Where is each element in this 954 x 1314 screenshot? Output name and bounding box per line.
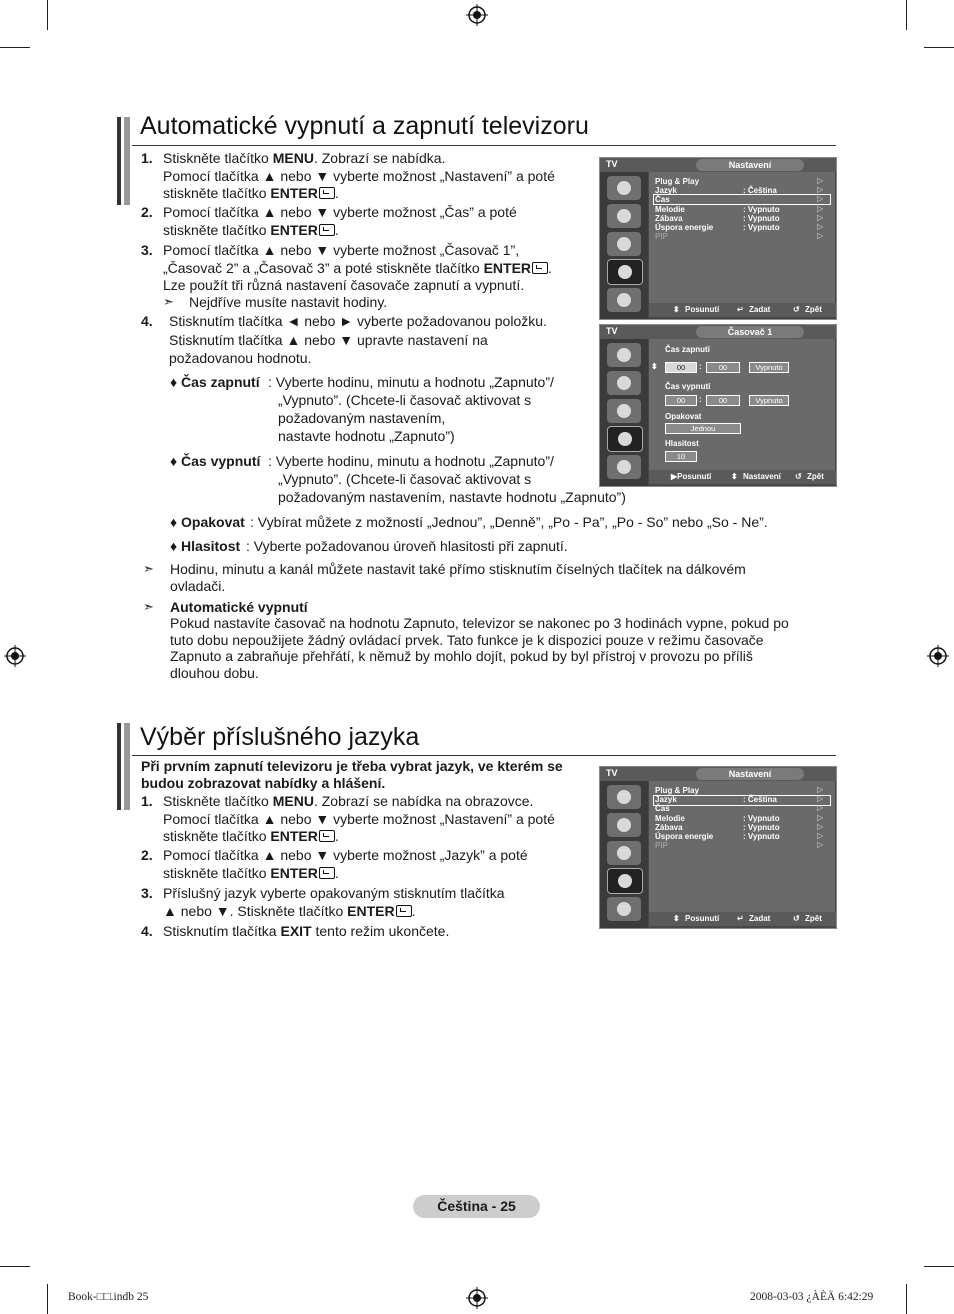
triangle-right-icon: ▷ bbox=[817, 794, 824, 803]
return-icon: ↺ bbox=[795, 472, 802, 481]
note2-line: Pokud nastavíte časovač na hodnotu Zapnuto, televizor se nakonec po 3 hodinách vypne, pokud po bbox=[170, 615, 789, 631]
osd-title: Nastavení bbox=[696, 159, 804, 171]
osd-item-value: : Vypnuto bbox=[743, 205, 780, 214]
triangle-right-icon: ▷ bbox=[817, 831, 824, 840]
sound-icon bbox=[607, 204, 641, 228]
step-line: ▲ nebo ▼. Stiskněte tlačítko ENTER . bbox=[163, 902, 416, 919]
step-line: stiskněte tlačítko ENTER . bbox=[163, 221, 339, 238]
return-icon: ↺ bbox=[793, 305, 800, 314]
osd-header bbox=[600, 325, 836, 339]
triangle-right-icon: ▷ bbox=[817, 185, 824, 194]
channel-icon bbox=[607, 399, 641, 423]
osd-off-minute: 00 bbox=[706, 395, 740, 406]
bullet-cas-zapnuti-line: : Vyberte hodinu, minutu a hodnotu „Zapnuto”/ bbox=[268, 374, 554, 390]
input-icon bbox=[607, 455, 641, 479]
enter-icon bbox=[319, 867, 335, 879]
osd-tv-label: TV bbox=[606, 326, 618, 336]
input-icon bbox=[607, 288, 641, 312]
page-number-badge: Čeština - 25 bbox=[413, 1195, 540, 1218]
osd-footer bbox=[649, 470, 836, 484]
picture-icon bbox=[607, 176, 641, 200]
sound-icon bbox=[607, 371, 641, 395]
section-bar bbox=[117, 723, 121, 810]
bullet-cas-zapnuti-line: „Vypnuto”. (Chcete-li časovač aktivovat s bbox=[278, 392, 532, 408]
enter-icon: ↵ bbox=[737, 914, 744, 923]
osd-off-time-label: Čas vypnutí bbox=[665, 382, 711, 391]
osd-item-label: Jazyk bbox=[655, 795, 677, 804]
osd-item-label: Plug & Play bbox=[655, 177, 700, 186]
osd-footer bbox=[649, 912, 836, 926]
step-line: stiskněte tlačítko ENTER . bbox=[163, 864, 339, 881]
registration-mark-icon bbox=[4, 645, 26, 667]
osd-item-label: Melodie bbox=[655, 814, 685, 823]
osd-item-label: Zábava bbox=[655, 823, 683, 832]
osd-item-label: PIP bbox=[655, 841, 668, 850]
section2-intro: budou zobrazovat nabídky a hlášení. bbox=[141, 775, 386, 791]
bullet-cas-vypnuti-line: „Vypnuto”. (Chcete-li časovač aktivovat s bbox=[278, 471, 532, 487]
step-line: Pomocí tlačítka ▲ nebo ▼ vyberte možnost „Nastavení” a poté bbox=[163, 810, 555, 827]
step-number: 4. bbox=[141, 923, 153, 939]
crop-mark bbox=[47, 0, 48, 30]
osd-item-label: Melodie bbox=[655, 205, 685, 214]
enter-icon: ↵ bbox=[737, 305, 744, 314]
triangle-right-icon: ▷ bbox=[817, 822, 824, 831]
step-number: 2. bbox=[141, 847, 153, 863]
sound-icon bbox=[607, 813, 641, 837]
triangle-right-icon: ▷ bbox=[817, 785, 824, 794]
osd-footer-back: Zpět bbox=[805, 914, 822, 923]
step-line: Stiskněte tlačítko MENU. Zobrazí se nabídka na obrazovce. bbox=[163, 793, 534, 809]
crop-mark bbox=[906, 1284, 907, 1314]
updown-icon: ⬍ bbox=[731, 472, 738, 481]
crop-mark bbox=[924, 1266, 954, 1267]
osd-on-hour: 00 bbox=[665, 362, 697, 373]
osd-footer-move: ▶Posunutí bbox=[671, 472, 712, 481]
note-arrow-icon: ➣ bbox=[143, 599, 154, 614]
step-line: požadovanou hodnotu. bbox=[169, 350, 312, 366]
enter-icon bbox=[319, 830, 335, 842]
osd-item-value: : Čeština bbox=[743, 186, 777, 195]
step-line: „Časovač 2” a „Časovač 3” a poté stiskněte tlačítko ENTER . bbox=[163, 259, 552, 276]
osd-footer-back: Zpět bbox=[807, 472, 824, 481]
bullet-cas-zapnuti-line: požadovaným nastavením, bbox=[278, 410, 446, 426]
osd-item-label: Úspora energie bbox=[655, 223, 714, 232]
step-line: Pomocí tlačítka ▲ nebo ▼ vyberte možnost „Čas” a poté bbox=[163, 204, 517, 220]
note2-title: Automatické vypnutí bbox=[170, 599, 308, 615]
step-line: Pomocí tlačítka ▲ nebo ▼ vyberte možnost „Nastavení” a poté bbox=[163, 167, 555, 184]
step-number: 2. bbox=[141, 204, 153, 220]
osd-title: Časovač 1 bbox=[696, 326, 804, 338]
osd-item-value: : Vypnuto bbox=[743, 832, 780, 841]
osd-footer bbox=[649, 303, 836, 317]
enter-icon bbox=[532, 262, 548, 274]
tv-menu-setup-language bbox=[599, 766, 837, 929]
registration-mark-icon bbox=[927, 645, 949, 667]
section-title: Výběr příslušného jazyka bbox=[140, 723, 420, 751]
setup-gear-icon bbox=[607, 868, 643, 894]
step-number: 1. bbox=[141, 793, 153, 809]
step-number: 3. bbox=[141, 242, 153, 258]
note-arrow-icon: ➣ bbox=[163, 294, 174, 309]
step-number: 4. bbox=[141, 313, 153, 329]
bullet-cas-vypnuti-label: ♦ Čas vypnutí bbox=[170, 453, 261, 469]
triangle-right-icon: ▷ bbox=[817, 222, 824, 231]
section-rule bbox=[132, 755, 836, 756]
step-line: Stisknutím tlačítka ◄ nebo ► vyberte požadovanou položku. bbox=[169, 313, 547, 329]
section2-intro: Při prvním zapnutí televizoru je třeba vybrat jazyk, ve kterém se bbox=[141, 758, 563, 774]
crop-mark bbox=[0, 1266, 30, 1267]
step-number: 3. bbox=[141, 885, 153, 901]
step-line: Stisknutím tlačítka EXIT tento režim ukončete. bbox=[163, 923, 450, 939]
bullet-opakovat-label: ♦ Opakovat bbox=[170, 514, 245, 530]
step-line: Stisknutím tlačítka ▲ nebo ▼ upravte nastavení na bbox=[169, 331, 488, 348]
registration-mark-icon bbox=[466, 1287, 488, 1309]
print-date-label: 2008-03-03 ¿ÀÈÄ 6:42:29 bbox=[750, 1291, 874, 1303]
osd-item-label: PIP bbox=[655, 232, 668, 241]
osd-item-value: : Čeština bbox=[743, 795, 777, 804]
osd-on-minute: 00 bbox=[706, 362, 740, 373]
triangle-right-icon: ▷ bbox=[817, 213, 824, 222]
section-bar bbox=[117, 117, 121, 205]
osd-on-time-label: Čas zapnutí bbox=[665, 345, 710, 354]
note2-line: tuto dobu nepoužijete žádný ovládací prvek. Tato funkce je k dispozici pouze v režimu časovače bbox=[170, 632, 764, 648]
section-rule bbox=[132, 145, 836, 146]
osd-footer-adjust: Nastavení bbox=[743, 472, 781, 481]
input-icon bbox=[607, 897, 641, 921]
triangle-right-icon: ▷ bbox=[817, 194, 824, 203]
setup-gear-icon bbox=[607, 426, 643, 452]
return-icon: ↺ bbox=[793, 914, 800, 923]
enter-icon bbox=[319, 224, 335, 236]
updown-icon: ⬍ bbox=[673, 305, 680, 314]
osd-item-label: Čas bbox=[655, 804, 670, 813]
osd-sidebar bbox=[600, 172, 648, 319]
osd-footer-enter: Zadat bbox=[749, 914, 771, 923]
osd-volume-value: 10 bbox=[665, 451, 697, 462]
note1-line: Hodinu, minutu a kanál můžete nastavit také přímo stisknutím číselných tlačítek na dálkovém bbox=[170, 561, 746, 577]
osd-footer-move: Posunutí bbox=[685, 305, 720, 314]
osd-off-state: Vypnuto bbox=[749, 395, 789, 406]
step3-note: Nejdříve musíte nastavit hodiny. bbox=[189, 294, 388, 310]
step-number: 1. bbox=[141, 150, 153, 166]
triangle-right-icon: ▷ bbox=[817, 813, 824, 822]
osd-colon: : bbox=[699, 395, 702, 404]
osd-timer-panel bbox=[649, 339, 835, 470]
osd-title: Nastavení bbox=[696, 768, 804, 780]
step-line: stiskněte tlačítko ENTER . bbox=[163, 185, 339, 201]
enter-icon bbox=[396, 905, 412, 917]
enter-icon bbox=[319, 187, 335, 199]
osd-volume-label: Hlasitost bbox=[665, 439, 699, 448]
updown-icon: ⬍ bbox=[651, 362, 658, 371]
osd-item-value: : Vypnuto bbox=[743, 214, 780, 223]
bullet-cas-vypnuti-line: : Vyberte hodinu, minutu a hodnotu „Zapnuto”/ bbox=[268, 453, 554, 469]
section-bar bbox=[124, 117, 130, 205]
osd-item-label: Čas bbox=[655, 195, 670, 204]
section-title: Automatické vypnutí a zapnutí televizoru bbox=[140, 112, 589, 140]
step-line: Pomocí tlačítka ▲ nebo ▼ vyberte možnost „Časovač 1”, bbox=[163, 242, 520, 258]
tv-menu-timer bbox=[599, 324, 837, 487]
triangle-right-icon: ▷ bbox=[817, 231, 824, 240]
osd-sidebar bbox=[600, 781, 648, 928]
step-line: Stiskněte tlačítko MENU. Zobrazí se nabídka. bbox=[163, 150, 446, 166]
osd-item-label: Jazyk bbox=[655, 186, 677, 195]
osd-header bbox=[600, 767, 836, 781]
osd-menu-list bbox=[649, 172, 835, 303]
osd-item-value: : Vypnuto bbox=[743, 823, 780, 832]
note1-line: ovladači. bbox=[170, 578, 226, 594]
channel-icon bbox=[607, 232, 641, 256]
bullet-hlasitost-label: ♦ Hlasitost bbox=[170, 538, 241, 554]
step-line: Pomocí tlačítka ▲ nebo ▼ vyberte možnost „Jazyk” a poté bbox=[163, 847, 528, 863]
picture-icon bbox=[607, 785, 641, 809]
osd-selection bbox=[653, 795, 831, 806]
osd-selection bbox=[653, 194, 831, 205]
osd-item-label: Zábava bbox=[655, 214, 683, 223]
step-line: Příslušný jazyk vyberte opakovaným stisknutím tlačítka bbox=[163, 885, 505, 901]
note2-line: Zapnuto a zabraňuje přehřátí, k němuž by mohlo dojít, pokud by byl přístroj v provozu po příliš bbox=[170, 648, 753, 664]
osd-on-state: Vypnuto bbox=[749, 362, 789, 373]
osd-footer-move: Posunutí bbox=[685, 914, 720, 923]
bullet-hlasitost-text: : Vyberte požadovanou úroveň hlasitosti při zapnutí. bbox=[246, 538, 568, 554]
note-arrow-icon: ➣ bbox=[143, 561, 154, 576]
bullet-cas-zapnuti-label: ♦ Čas zapnutí bbox=[170, 374, 260, 390]
osd-off-hour: 00 bbox=[665, 395, 697, 406]
osd-tv-label: TV bbox=[606, 159, 618, 169]
bullet-opakovat-text: : Vybírat můžete z možností „Jednou”, „Denně”, „Po - Pa”, „Po - So” nebo „So - Ne”. bbox=[250, 514, 768, 530]
osd-repeat-label: Opakovat bbox=[665, 412, 702, 421]
updown-icon: ⬍ bbox=[673, 914, 680, 923]
osd-colon: : bbox=[699, 362, 702, 371]
picture-icon bbox=[607, 343, 641, 367]
triangle-right-icon: ▷ bbox=[817, 840, 824, 849]
bullet-cas-vypnuti-line: požadovaným nastavením, nastavte hodnotu „Zapnuto”) bbox=[278, 489, 626, 505]
osd-repeat-value: Jednou bbox=[665, 423, 741, 434]
osd-item-label: Plug & Play bbox=[655, 786, 700, 795]
channel-icon bbox=[607, 841, 641, 865]
crop-mark bbox=[47, 1284, 48, 1314]
bullet-cas-zapnuti-line: nastavte hodnotu „Zapnuto”) bbox=[278, 428, 455, 444]
crop-mark bbox=[924, 47, 954, 48]
triangle-right-icon: ▷ bbox=[817, 176, 824, 185]
osd-menu-list bbox=[649, 781, 835, 912]
osd-sidebar bbox=[600, 339, 648, 486]
osd-tv-label: TV bbox=[606, 768, 618, 778]
registration-mark-icon bbox=[466, 4, 488, 26]
osd-header bbox=[600, 158, 836, 172]
osd-item-value: : Vypnuto bbox=[743, 223, 780, 232]
setup-gear-icon bbox=[607, 259, 643, 285]
step-line: Lze použít tři různá nastavení časovače zapnutí a vypnutí. bbox=[163, 277, 525, 293]
osd-item-value: : Vypnuto bbox=[743, 814, 780, 823]
print-file-label: Book-□□.indb 25 bbox=[68, 1291, 149, 1303]
note2-line: dlouhou dobu. bbox=[170, 665, 259, 681]
osd-item-label: Úspora energie bbox=[655, 832, 714, 841]
triangle-right-icon: ▷ bbox=[817, 204, 824, 213]
triangle-right-icon: ▷ bbox=[817, 803, 824, 812]
osd-footer-back: Zpět bbox=[805, 305, 822, 314]
tv-menu-setup-time bbox=[599, 157, 837, 320]
osd-footer-enter: Zadat bbox=[749, 305, 771, 314]
crop-mark bbox=[0, 47, 30, 48]
crop-mark bbox=[906, 0, 907, 30]
step-line: stiskněte tlačítko ENTER . bbox=[163, 828, 339, 844]
section-bar bbox=[124, 723, 130, 810]
